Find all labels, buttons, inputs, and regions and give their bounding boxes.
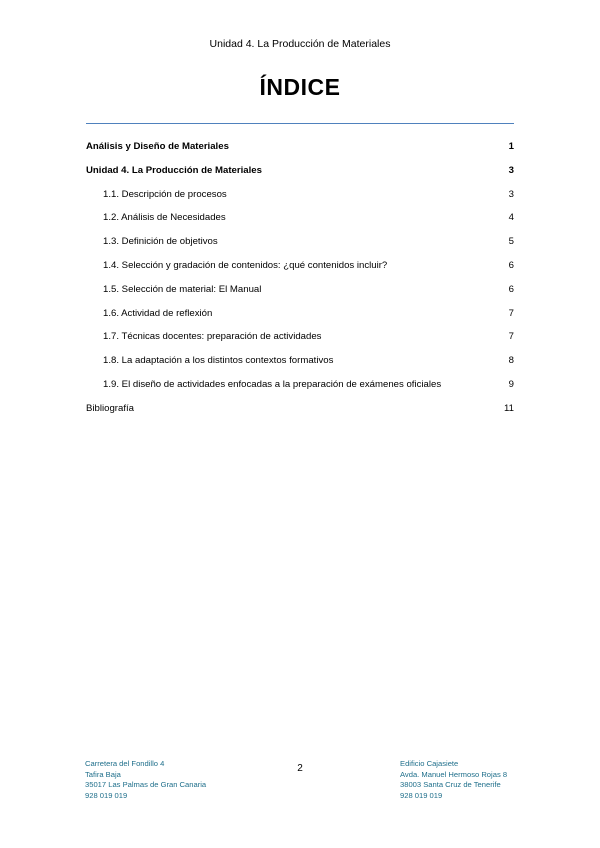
footer-line: 928 019 019 bbox=[85, 790, 128, 800]
toc-entry[interactable] bbox=[86, 378, 514, 402]
toc-entry[interactable] bbox=[86, 259, 514, 283]
toc-entry[interactable] bbox=[86, 164, 514, 188]
toc-entry-page: 6 bbox=[508, 259, 514, 271]
toc-entry[interactable] bbox=[86, 402, 514, 426]
toc-entry-label: 1.6. Actividad de reflexión bbox=[103, 307, 213, 319]
toc-entry-label: 1.9. El diseño de actividades enfocadas a la preparación de exámenes oficiales bbox=[103, 378, 442, 390]
toc-entry-page: 1 bbox=[508, 141, 514, 152]
footer-line: 38003 Santa Cruz de Tenerife bbox=[400, 780, 501, 790]
toc-entry-label: Unidad 4. La Producción de Materiales bbox=[86, 164, 262, 176]
title-divider bbox=[86, 123, 514, 124]
toc-entry-label: 1.4. Selección y gradación de contenidos: ¿qué contenidos incluir? bbox=[103, 259, 388, 271]
toc-entry-label: 1.1. Descripción de procesos bbox=[103, 188, 227, 200]
running-header: Unidad 4. La Producción de Materiales bbox=[209, 38, 391, 50]
toc-entry[interactable] bbox=[86, 188, 514, 212]
toc-entry[interactable] bbox=[86, 140, 514, 164]
toc-entry-page: 7 bbox=[508, 331, 514, 343]
toc-entry-label: 1.5. Selección de material: El Manual bbox=[103, 283, 262, 295]
toc-entry[interactable] bbox=[86, 354, 514, 378]
toc-entry-page: 7 bbox=[508, 307, 514, 319]
toc-entry-label: Bibliografía bbox=[86, 402, 134, 414]
table-of-contents bbox=[86, 140, 514, 426]
page-number: 2 bbox=[297, 763, 303, 774]
toc-entry-label: 1.8. La adaptación a los distintos contextos formativos bbox=[103, 355, 334, 367]
footer-address-right bbox=[400, 759, 507, 801]
footer-line: Carretera del Fondillo 4 bbox=[85, 759, 165, 768]
toc-entry-label: 1.7. Técnicas docentes: preparación de actividades bbox=[103, 331, 322, 343]
footer-line: Avda. Manuel Hermoso Rojas 8 bbox=[400, 769, 508, 779]
toc-entry[interactable] bbox=[86, 283, 514, 307]
footer-line: Edificio Cajasiete bbox=[400, 759, 459, 768]
toc-entry-page: 3 bbox=[508, 164, 514, 176]
toc-entry-page: 3 bbox=[508, 188, 514, 200]
toc-entry[interactable] bbox=[86, 307, 514, 331]
page-title: ÍNDICE bbox=[259, 74, 341, 100]
toc-entry-page: 6 bbox=[508, 283, 514, 295]
toc-entry-page: 9 bbox=[508, 378, 514, 390]
toc-entry-page: 4 bbox=[508, 212, 514, 224]
footer-line: Tafira Baja bbox=[85, 769, 121, 779]
footer-line: 928 019 019 bbox=[400, 790, 443, 800]
footer-line: 35017 Las Palmas de Gran Canaria bbox=[85, 780, 207, 790]
toc-entry-page: 5 bbox=[508, 236, 514, 248]
toc-entry[interactable] bbox=[86, 235, 514, 259]
toc-entry-label: 1.2. Análisis de Necesidades bbox=[103, 212, 226, 224]
toc-entry-page: 8 bbox=[508, 355, 514, 367]
toc-entry-label: Análisis y Diseño de Materiales bbox=[86, 141, 229, 152]
toc-entry[interactable] bbox=[86, 211, 514, 235]
toc-entry-page: 11 bbox=[504, 402, 514, 414]
toc-entry-label: 1.3. Definición de objetivos bbox=[103, 236, 218, 248]
toc-entry[interactable] bbox=[86, 330, 514, 354]
